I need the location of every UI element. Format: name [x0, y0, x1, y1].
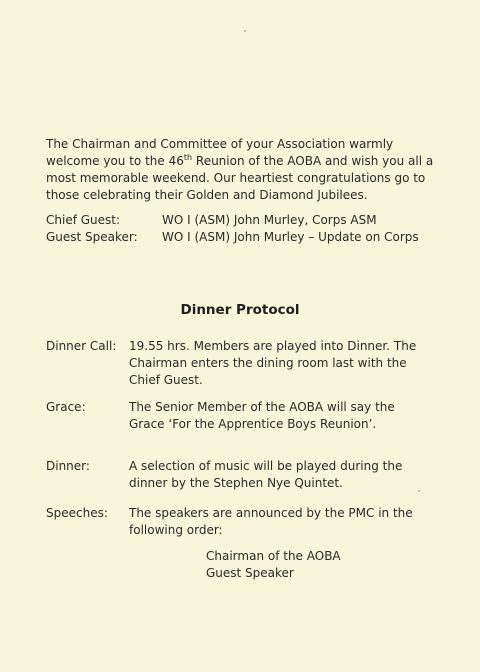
welcome-text-start: The Chairman and Committee of your Association warmly welcome you to the 46 — [46, 137, 394, 168]
guest-list — [46, 212, 446, 246]
protocol-item-speeches — [46, 505, 446, 539]
guest-label: Guest Speaker: — [46, 230, 138, 244]
guest-label: Chief Guest: — [46, 213, 121, 227]
protocol-label: Dinner Call: — [46, 339, 117, 353]
protocol-label: Dinner: — [46, 459, 90, 473]
protocol-label: Speeches: — [46, 506, 108, 520]
protocol-text: The speakers are announced by the PMC in the following order: — [129, 506, 413, 537]
ordinal-suffix: th — [183, 153, 193, 162]
guest-row-chief — [46, 212, 446, 229]
speaker-order-list — [206, 548, 341, 582]
welcome-text-end: Reunion of the AOBA and wish you all a most memorable weekend. Our heartiest congratulations go to those celebrating their Golden and Diamond Jubilees. — [46, 154, 434, 202]
guest-row-speaker — [46, 229, 446, 246]
welcome-paragraph — [46, 136, 446, 204]
protocol-item-dinner — [46, 458, 446, 492]
protocol-item-grace — [46, 399, 446, 433]
protocol-item-dinner-call — [46, 338, 446, 389]
protocol-label: Grace: — [46, 400, 86, 414]
guest-value: WO I (ASM) John Murley – Update on Corps — [162, 230, 419, 244]
paper-speck — [244, 30, 246, 32]
speaker-item: Guest Speaker — [206, 566, 294, 580]
protocol-text: A selection of music will be played during the dinner by the Stephen Nye Quintet. — [129, 459, 403, 490]
protocol-text: The Senior Member of the AOBA will say the Grace ‘For the Apprentice Boys Reunion’. — [129, 400, 395, 431]
speaker-item: Chairman of the AOBA — [206, 549, 341, 563]
protocol-text: 19.55 hrs. Members are played into Dinner. The Chairman enters the dining room last with the Chief Guest. — [129, 339, 417, 387]
guest-value: WO I (ASM) John Murley, Corps ASM — [162, 213, 377, 227]
section-title: Dinner Protocol — [180, 302, 300, 318]
